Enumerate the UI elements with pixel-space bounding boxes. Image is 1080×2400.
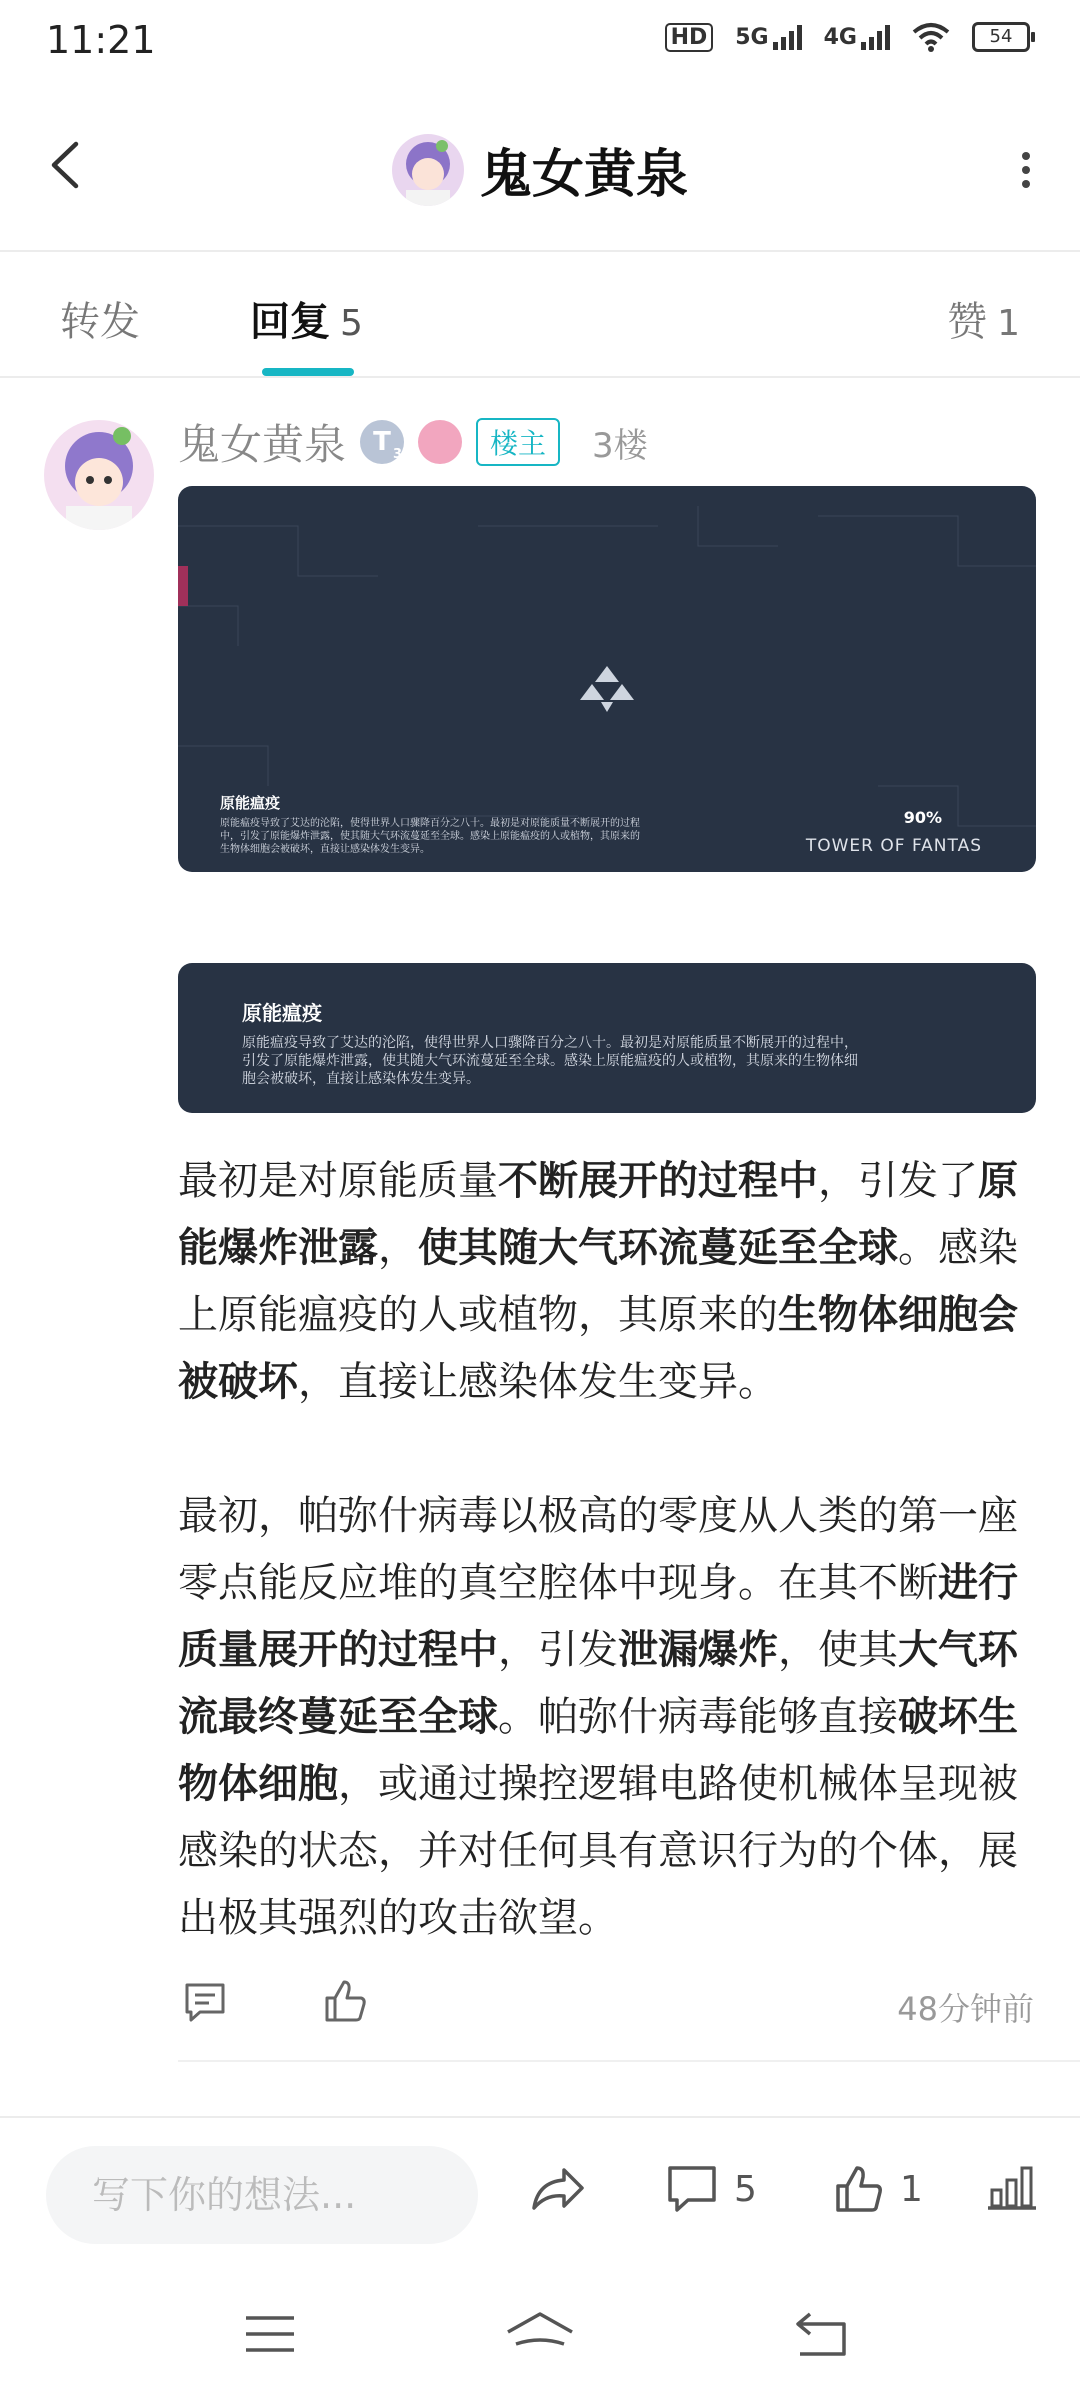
signal-4g-label: 4G bbox=[823, 25, 857, 50]
tab-reply-count: 5 bbox=[340, 303, 363, 344]
battery-icon: 54 bbox=[972, 22, 1030, 52]
post-author-avatar[interactable] bbox=[44, 420, 154, 530]
comment-icon[interactable] bbox=[182, 1980, 228, 2026]
tab-reply[interactable] bbox=[250, 290, 363, 347]
bold-text-run: 泄漏爆炸 bbox=[618, 1627, 778, 1673]
post-image-1[interactable] bbox=[178, 486, 1036, 872]
post-meta bbox=[178, 412, 648, 472]
text-run: 。感染上原能瘟疫的人或植物，其原来的 bbox=[178, 1225, 1018, 1338]
home-icon[interactable] bbox=[504, 2310, 576, 2360]
page-title: 鬼女黄泉 bbox=[479, 145, 688, 205]
image-1-caption-title: 原能瘟疫 bbox=[220, 794, 281, 812]
like-icon[interactable] bbox=[322, 1978, 368, 2024]
comments-button[interactable] bbox=[666, 2164, 757, 2214]
hd-icon: HD bbox=[665, 23, 714, 52]
signal-4g-icon bbox=[824, 24, 890, 50]
tab-forward-label: 转发 bbox=[60, 299, 140, 345]
post-author-name[interactable]: 鬼女黄泉 bbox=[178, 420, 347, 469]
status-bar bbox=[0, 0, 1080, 80]
level-badge-letter: T bbox=[373, 427, 391, 457]
bottom-action-bar bbox=[0, 2116, 1080, 2278]
tab-bar bbox=[0, 252, 1080, 378]
tab-like-count: 1 bbox=[997, 303, 1020, 344]
return-icon[interactable] bbox=[794, 2310, 850, 2358]
tab-reply-label: 回复 bbox=[250, 299, 330, 345]
post-divider bbox=[178, 2060, 1080, 2062]
like-button[interactable] bbox=[834, 2164, 923, 2214]
op-tag: 楼主 bbox=[476, 418, 560, 466]
post-timestamp: 48分钟前 bbox=[897, 1990, 1034, 2028]
text-run: 。帕弥什病毒能够直接 bbox=[498, 1694, 898, 1740]
signal-5g-icon bbox=[735, 24, 801, 50]
header-avatar[interactable] bbox=[392, 134, 464, 206]
level-badge-number: 3 bbox=[392, 447, 403, 462]
post-actions bbox=[178, 1976, 1038, 2036]
bold-text-run: 破坏生物体细胞 bbox=[178, 1694, 1018, 1807]
post-paragraph-1 bbox=[178, 1148, 1038, 1416]
tab-like[interactable] bbox=[947, 290, 1020, 347]
signal-5g-label: 5G bbox=[735, 25, 769, 50]
text-run: 最初，帕弥什病毒以极高的零度从人类的第一座零点能反应堆的真空腔体中现身。在其不断 bbox=[178, 1493, 1018, 1606]
image-1-brand: TOWER OF FANTAS bbox=[805, 836, 982, 856]
bold-text-run: 原能爆炸泄露 bbox=[178, 1158, 1018, 1271]
post-body bbox=[178, 1148, 1038, 1952]
status-icons bbox=[665, 22, 1030, 52]
comment-input[interactable]: 写下你的想法... bbox=[46, 2146, 478, 2244]
image-1-progress: 90% bbox=[903, 808, 942, 827]
text-run: 最初是对原能质量 bbox=[178, 1158, 498, 1204]
system-nav-bar bbox=[0, 2278, 1080, 2400]
bold-text-run: 不断展开的过程中 bbox=[498, 1158, 818, 1204]
post-image-2[interactable] bbox=[178, 963, 1036, 1113]
bold-text-run: 使其随大气环流蔓延至全球 bbox=[418, 1225, 898, 1271]
bold-text-run: 大气环流最终蔓延至全球 bbox=[178, 1627, 1018, 1740]
stats-button[interactable] bbox=[986, 2164, 1038, 2210]
status-time: 11:21 bbox=[46, 18, 156, 62]
image-2-caption-body: 原能瘟疫导致了艾达的沦陷，使得世界人口骤降百分之八十。最初是对原能质量不断展开的过程中，引发了原能爆炸泄露，使其随大气环流蔓延至全球。感染上原能瘟疫的人或植物，其原来的生物体细胞会被破坏，直接让感染体发生变异。 bbox=[242, 1035, 858, 1087]
header-title-group bbox=[0, 132, 1080, 207]
bold-text-run: 生物体细胞会被破坏 bbox=[178, 1292, 1018, 1405]
image-2-caption-title: 原能瘟疫 bbox=[242, 1001, 322, 1025]
top-header bbox=[0, 80, 1080, 252]
share-icon bbox=[530, 2164, 586, 2214]
text-run: ，直接让感染体发生变异。 bbox=[298, 1359, 778, 1405]
menu-icon[interactable] bbox=[244, 2310, 296, 2358]
text-run: ，引发 bbox=[498, 1627, 618, 1673]
active-tab-indicator bbox=[262, 368, 354, 376]
text-run: ，或通过操控逻辑电路使机械体呈现被感染的状态，并对任何具有意识行为的个体，展出极其强烈的攻击欲望。 bbox=[178, 1761, 1018, 1941]
stats-icon bbox=[986, 2164, 1038, 2210]
tab-forward[interactable] bbox=[60, 290, 140, 347]
level-badge bbox=[360, 420, 404, 464]
wifi-icon bbox=[912, 22, 950, 52]
more-options-icon[interactable] bbox=[1020, 150, 1032, 190]
share-button[interactable] bbox=[530, 2164, 586, 2214]
tab-like-label: 赞 bbox=[947, 299, 988, 345]
text-run: ，引发了 bbox=[818, 1158, 978, 1204]
text-run: ， bbox=[378, 1225, 418, 1271]
medal-badge-icon bbox=[418, 420, 462, 464]
comments-count: 5 bbox=[734, 2168, 757, 2210]
bold-text-run: 进行质量展开的过程中 bbox=[178, 1560, 1018, 1673]
image-1-caption-body: 原能瘟疫导致了艾达的沦陷，使得世界人口骤降百分之八十。最初是对原能质量不断展开的过程中，引发了原能爆炸泄露，使其随大气环流蔓延至全球。感染上原能瘟疫的人或植物，其原来的生物体细胞会被破坏，直接让感染体发生变异。 bbox=[220, 818, 640, 855]
post-paragraph-2 bbox=[178, 1483, 1038, 1952]
text-run: ，使其 bbox=[778, 1627, 898, 1673]
likes-count: 1 bbox=[900, 2168, 923, 2210]
thumbs-up-icon bbox=[834, 2164, 884, 2214]
comment-bubble-icon bbox=[666, 2164, 718, 2214]
floor-number: 3楼 bbox=[592, 425, 648, 466]
